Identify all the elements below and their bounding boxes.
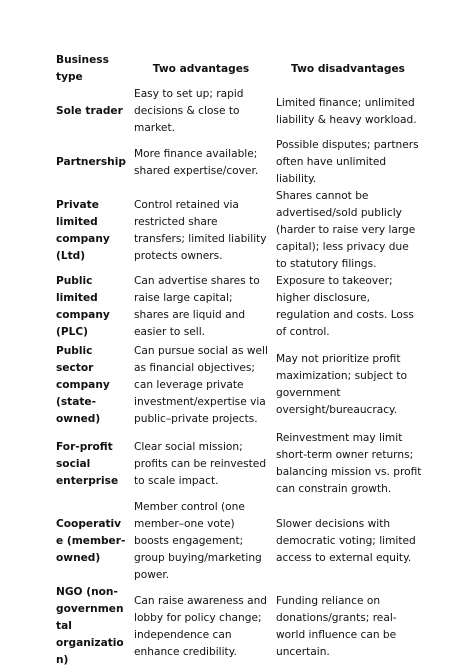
table-row [52, 499, 422, 584]
business-type-cell: Cooperative (member-owned) [56, 518, 126, 564]
business-type-cell: Private limited company (Ltd) [56, 198, 110, 262]
business-type-cell: Public limited company (PLC) [56, 275, 110, 338]
table-row [52, 341, 422, 429]
advantages-cell: Easy to set up; rapid decisions & close to market. [134, 88, 244, 134]
header-business-type: Business type [56, 54, 109, 83]
disadvantages-cell: Limited finance; unlimited liability & heavy workload. [276, 96, 417, 126]
advantages-cell: Can raise awareness and lobby for policy change; independence can enhance credibility. [134, 594, 268, 658]
advantages-cell: Can pursue social as well as financial objectives; can leverage private investment/expertise via public–private projects. [134, 344, 268, 425]
table-row [52, 188, 422, 273]
disadvantages-cell: Reinvestment may limit short-term owner returns; balancing mission vs. profit can constrain growth. [276, 432, 422, 495]
table-row [52, 273, 422, 341]
table-row [52, 137, 422, 188]
disadvantages-cell: May not prioritize profit maximization; subject to government oversight/bureaucracy. [276, 353, 407, 416]
advantages-cell: Member control (one member–one vote) boosts engagement; group buying/marketing power. [134, 501, 262, 581]
disadvantages-cell: Exposure to takeover; higher disclosure, regulation and costs. Loss of control. [276, 275, 414, 338]
table-row [52, 429, 422, 499]
header-advantages: Two advantages [152, 62, 250, 75]
table-row [52, 584, 422, 669]
disadvantages-cell: Funding reliance on donations/grants; real-world influence can be uncertain. [276, 594, 397, 658]
advantages-cell: Can advertise shares to raise large capital; shares are liquid and easier to sell. [134, 275, 260, 338]
business-type-cell: Partnership [56, 156, 126, 168]
advantages-cell: Control retained via restricted share transfers; limited liability protects owners. [134, 198, 267, 262]
table-row [52, 86, 422, 137]
business-type-cell: For-profit social enterprise [56, 440, 119, 487]
disadvantages-cell: Slower decisions with democratic voting; limited access to external equity. [276, 518, 416, 564]
disadvantages-cell: Shares cannot be advertised/sold publicly (harder to raise very large capital); less privacy due to statutory filings. [276, 190, 416, 270]
advantages-cell: Clear social mission; profits can be reinvested to scale impact. [134, 440, 267, 487]
disadvantages-cell: Possible disputes; partners often have unlimited liability. [276, 139, 419, 185]
advantages-cell: More finance available; shared expertise/cover. [134, 147, 259, 177]
business-type-cell: Sole trader [56, 105, 123, 117]
business-type-cell: NGO (non-governmental organization) [56, 586, 124, 666]
business-type-cell: Public sector company (state-owned) [56, 344, 110, 425]
table-header-row [52, 52, 422, 86]
business-types-table [52, 52, 422, 669]
header-disadvantages: Two disadvantages [291, 62, 405, 75]
